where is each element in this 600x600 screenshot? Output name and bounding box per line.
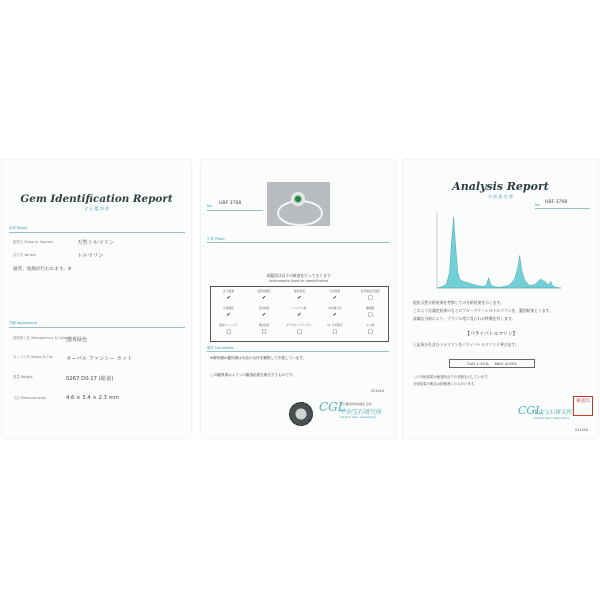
checkmark: □ bbox=[226, 329, 232, 335]
checkmark: ✔ bbox=[262, 312, 267, 318]
cuo-value: CuO 1.21% bbox=[467, 361, 489, 366]
composition-box bbox=[449, 359, 535, 368]
red-stamp-icon: 検査印 bbox=[573, 396, 593, 416]
checkmark: □ bbox=[367, 329, 373, 335]
cut-label: カットの形 Shape & Cut bbox=[13, 355, 53, 359]
report-title: Gem Identification Report bbox=[20, 193, 173, 205]
cut-value: オーバル ファンシー カット bbox=[66, 356, 133, 362]
measure-value: 4.6 × 3.4 × 2.3 mm bbox=[66, 395, 119, 401]
analysis-text-1: 提出天然分析結果を考察しての分析結果を示します。 bbox=[413, 300, 504, 305]
divider bbox=[207, 242, 389, 243]
instrument-cell: その他 bbox=[366, 323, 375, 327]
instrument-cell: エックス線 bbox=[292, 306, 307, 310]
transparency-value: 透明緑色 bbox=[66, 337, 88, 343]
instrument-cell: 紫外線蛍光検査 bbox=[360, 289, 380, 293]
analysis-text-2: このような測定結果のもとにブルーグリーンのトルマリンを、鑑別結果とします。 bbox=[413, 308, 553, 313]
lab-name-en: Central Gem Laboratory bbox=[340, 415, 377, 419]
instrument-cell: ダイヤモンドテスター bbox=[286, 323, 313, 327]
comments-label: 備考 Comments bbox=[207, 346, 234, 350]
instrument-cell: 拡大検査 bbox=[223, 289, 235, 293]
checkmark: □ bbox=[297, 329, 302, 335]
divider bbox=[9, 327, 185, 328]
document-code: 021424 bbox=[371, 389, 384, 393]
checkmark-row bbox=[211, 295, 388, 301]
instrument-cell: 屈折率測定 bbox=[257, 289, 271, 293]
species-label: 鉱物名 Stone or Species bbox=[13, 240, 53, 244]
cgl-logo: CGL bbox=[518, 404, 543, 417]
analysis-report-panel bbox=[403, 160, 598, 438]
species-value: 天然トルマリン bbox=[77, 240, 115, 246]
gemstone bbox=[295, 196, 301, 202]
measure-label: 寸法 Measurements bbox=[13, 396, 46, 400]
weight-label: 重量 Weight bbox=[13, 375, 33, 379]
ring-photo bbox=[267, 182, 330, 226]
instruments-row-3 bbox=[211, 323, 388, 327]
appearance-label: 外観 Appearance bbox=[9, 321, 38, 325]
variety-value: トルマリン bbox=[77, 253, 104, 259]
transparency-label: 透明度と色 Transparency & Color bbox=[13, 336, 68, 340]
instruments-heading-en: Instruments Used for Identification bbox=[268, 279, 329, 283]
instruments-row-1 bbox=[211, 289, 388, 293]
instrument-cell: 分光検査 bbox=[329, 289, 341, 293]
checkmark: □ bbox=[261, 329, 267, 335]
instruments-table bbox=[210, 286, 389, 342]
report-subtitle: 宝 石 鑑 別 書 bbox=[83, 206, 110, 211]
instrument-cell: 顕微鏡 bbox=[366, 306, 375, 310]
divider bbox=[207, 210, 263, 211]
checkmark: ✔ bbox=[332, 295, 338, 301]
photo-label: 写真 Photo bbox=[207, 237, 225, 241]
checkmark: □ bbox=[332, 329, 338, 335]
spectrum-series bbox=[437, 217, 561, 288]
instruments-row-2 bbox=[211, 306, 388, 310]
instrument-cell: 偏光検査 bbox=[294, 289, 305, 293]
lab-name-jp: 中央宝石研究所 bbox=[340, 409, 383, 416]
paraiba-name-tag: 【パライバトルマリン】 bbox=[465, 332, 518, 337]
report-number: UBF 3768 bbox=[219, 201, 242, 206]
report-number: UBF 3768 bbox=[545, 200, 568, 205]
paraiba-note: 上記成分を含むトルマリンをパライバトルマリンと呼びます。 bbox=[413, 342, 519, 347]
embossed-seal-icon bbox=[289, 402, 313, 426]
checkmark-row bbox=[211, 329, 388, 335]
instrument-cell: 蛍光検査 bbox=[258, 306, 270, 310]
lab-affiliation: 宝石鑑別団体協議会 会員 bbox=[340, 402, 372, 406]
xrf-spectrum-chart bbox=[431, 208, 563, 293]
analysis-subtitle: 分 析 報 告 書 bbox=[487, 194, 514, 199]
instrument-cell: 比重測定 bbox=[223, 306, 235, 310]
lab-name-en: Central Gem Laboratory bbox=[533, 416, 570, 420]
report-number-label: No. bbox=[207, 204, 213, 208]
analysis-title: Analysis Report bbox=[452, 180, 549, 193]
instrument-cell: 赤外線分光 bbox=[328, 306, 342, 310]
divider bbox=[207, 351, 389, 352]
checkmark: □ bbox=[367, 295, 373, 301]
result-label: 結果 Result bbox=[9, 226, 28, 230]
bottom-note: この鑑別書はメインの鑑別結果を報告するものです。 bbox=[210, 373, 296, 377]
instrument-cell: 単位屈折 bbox=[258, 323, 270, 327]
divider bbox=[9, 232, 185, 233]
mno-value: MnO 4.03% bbox=[494, 361, 517, 366]
checkmark-row bbox=[211, 312, 388, 318]
weight-value: 0267 D0.17 (総量) bbox=[66, 376, 114, 382]
document-code: 021424 bbox=[575, 428, 588, 432]
checkmark: ✔ bbox=[297, 312, 302, 318]
report-number-label: No. bbox=[535, 203, 541, 207]
gem-identification-panel bbox=[2, 160, 191, 438]
variety-label: 宝石名 Variety bbox=[13, 253, 37, 257]
checkmark: ✔ bbox=[262, 295, 267, 301]
instrument-cell: CL 分光測定 bbox=[327, 323, 343, 327]
checkmark: ✔ bbox=[297, 295, 302, 301]
lab-name-jp: 中央宝石研究所 bbox=[533, 410, 573, 416]
checkmark: ✔ bbox=[226, 295, 231, 301]
checkmark: ✔ bbox=[332, 312, 338, 318]
treatment-note: 通常、加熱が行われます。※ bbox=[13, 267, 72, 272]
footnote-2: 分析結果の報告は依頼者にのみ行います。 bbox=[413, 382, 478, 386]
analysis-text-3: 詳細な分析により、ブラジル産に見られる特徴を有します。 bbox=[413, 316, 516, 321]
footnote-1: この分析結果は検査時点での状態を示しています。 bbox=[413, 375, 491, 379]
cgl-logo: CGL bbox=[319, 400, 346, 414]
checkmark: ✔ bbox=[226, 312, 231, 318]
checkmark: □ bbox=[367, 312, 373, 318]
photo-instruments-panel bbox=[201, 160, 395, 438]
instruments-heading: 本鑑別は以下の検査を行っております bbox=[266, 273, 331, 278]
instrument-cell: 簡易フィールド bbox=[219, 323, 238, 327]
comments-note: ※御依頼の鑑別書は本品の全体を観察して作製しています。 bbox=[210, 356, 307, 360]
